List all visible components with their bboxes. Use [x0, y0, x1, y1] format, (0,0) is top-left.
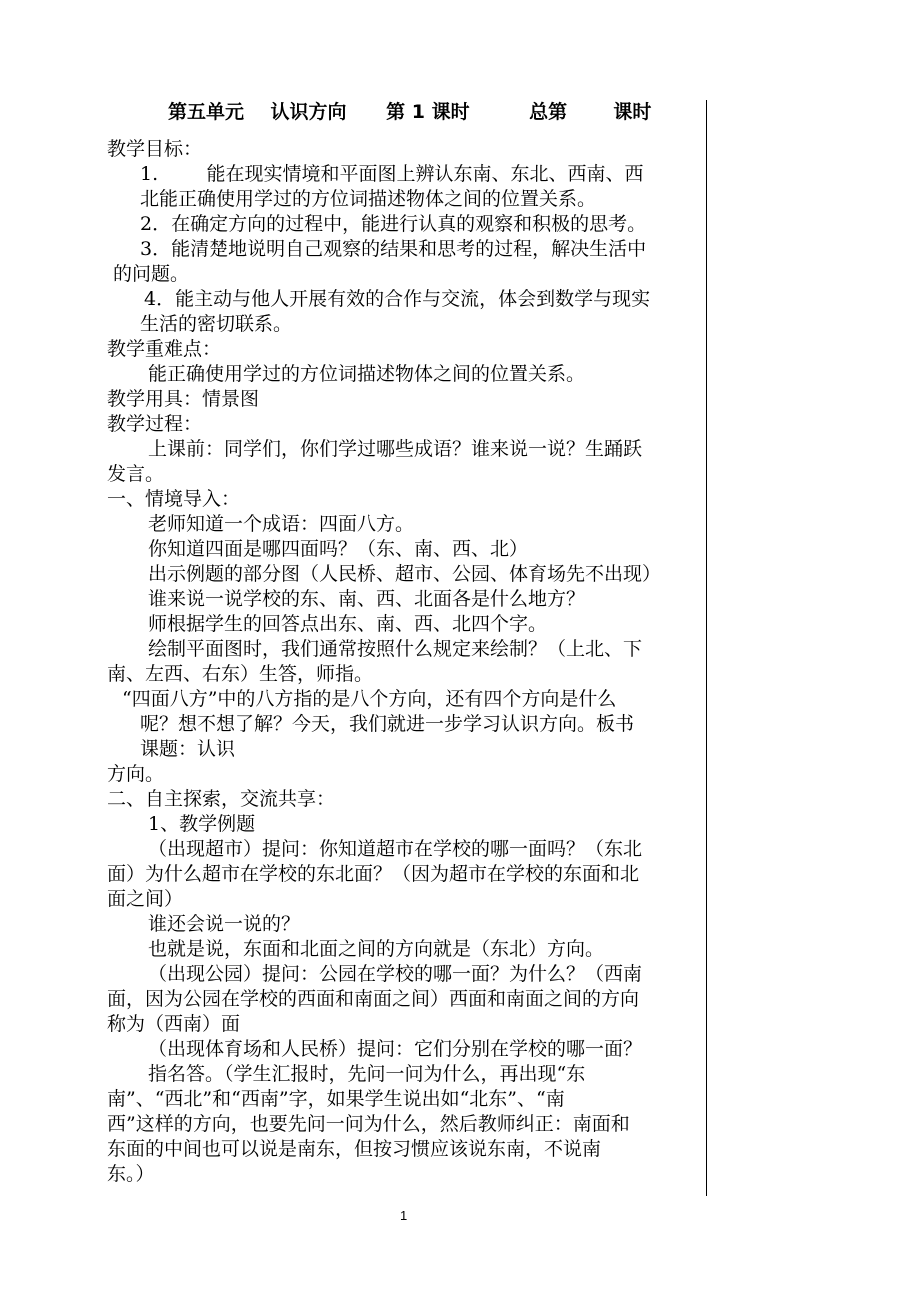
lesson-title: 第五单元 认识方向 第 1 课时 总第 课时 [168, 101, 652, 123]
text-line: 3．能清楚地说明自己观察的结果和思考的过程，解决生活中 [140, 238, 647, 260]
text-line: 生活的密切联系。 [140, 313, 293, 335]
text-line: 绘制平面图时，我们通常按照什么规定来绘制？（上北、下 [148, 638, 643, 660]
text-line: 发言。 [107, 463, 165, 485]
text-line: 谁来说一说学校的东、南、西、北面各是什么地方？ [148, 588, 586, 610]
text-line: 你知道四面是哪四面吗？（东、南、西、北） [148, 538, 529, 560]
text-line: （出现公园）提问：公园在学校的哪一面？为什么？（西南 [148, 963, 643, 985]
text-line: 1. 能在现实情境和平面图上辨认东南、东北、西南、西 [140, 163, 644, 185]
text-line: “四面八方”中的八方指的是八个方向，还有四个方向是什么 [122, 688, 617, 710]
text-line: 方向。 [107, 763, 165, 785]
text-line: 南”、“西北”和“西南”字，如果学生说出如“北东”、“南 [107, 1088, 565, 1110]
text-line: 北能正确使用学过的方位词描述物体之间的位置关系。 [140, 188, 597, 210]
text-line: （出现体育场和人民桥）提问：它们分别在学校的哪一面？ [148, 1038, 643, 1060]
text-line: 东。） [107, 1163, 155, 1185]
text-line: 指名答。（学生汇报时，先问一问为什么，再出现“东 [148, 1063, 586, 1085]
text-line: 课题：认识 [140, 738, 236, 760]
text-line: 教学重难点： [107, 338, 222, 360]
text-line: 师根据学生的回答点出东、南、西、北四个字。 [148, 613, 548, 635]
text-line: 出示例题的部分图（人民桥、超市、公园、体育场先不出现） [148, 563, 662, 585]
page-number: 1 [400, 1208, 408, 1223]
text-line: 二、自主探索，交流共享： [107, 788, 336, 810]
text-line: 南、左西、右东）生答，师指。 [107, 663, 374, 685]
text-line: 呢？想不想了解？今天，我们就进一步学习认识方向。板书 [140, 713, 635, 735]
text-line: 1、教学例题 [148, 813, 256, 835]
text-line: 教学过程： [107, 413, 203, 435]
text-line: 老师知道一个成语：四面八方。 [148, 513, 415, 535]
text-line: （出现超市）提问：你知道超市在学校的哪一面吗？（东北 [148, 838, 643, 860]
text-line: 称为（西南）面 [107, 1013, 241, 1035]
text-line: 谁还会说一说的？ [148, 913, 301, 935]
text-line: 4．能主动与他人开展有效的合作与交流，体会到数学与现实 [144, 288, 651, 310]
text-line: 面，因为公园在学校的西面和南面之间）西面和南面之间的方向 [107, 988, 640, 1010]
text-line: 面）为什么超市在学校的东北面？（因为超市在学校的东面和北 [107, 863, 640, 885]
text-line: 西”这样的方向，也要先问一问为什么，然后教师纠正：南面和 [107, 1113, 630, 1135]
text-line: 2．在确定方向的过程中，能进行认真的观察和积极的思考。 [140, 213, 647, 235]
text-line: 东面的中间也可以说是南东，但按习惯应该说东南，不说南 [107, 1138, 602, 1160]
text-line: 一、情境导入： [107, 488, 241, 510]
text-line: 上课前：同学们，你们学过哪些成语？谁来说一说？生踊跃 [148, 438, 643, 460]
text-line: 能正确使用学过的方位词描述物体之间的位置关系。 [148, 363, 586, 385]
text-line: 教学目标： [107, 138, 203, 160]
text-line: 的问题。 [113, 263, 190, 285]
right-margin-rule [706, 100, 707, 1196]
text-line: 面之间） [107, 888, 184, 910]
text-line: 教学用具：情景图 [107, 388, 260, 410]
text-line: 也就是说，东面和北面之间的方向就是（东北）方向。 [148, 938, 605, 960]
